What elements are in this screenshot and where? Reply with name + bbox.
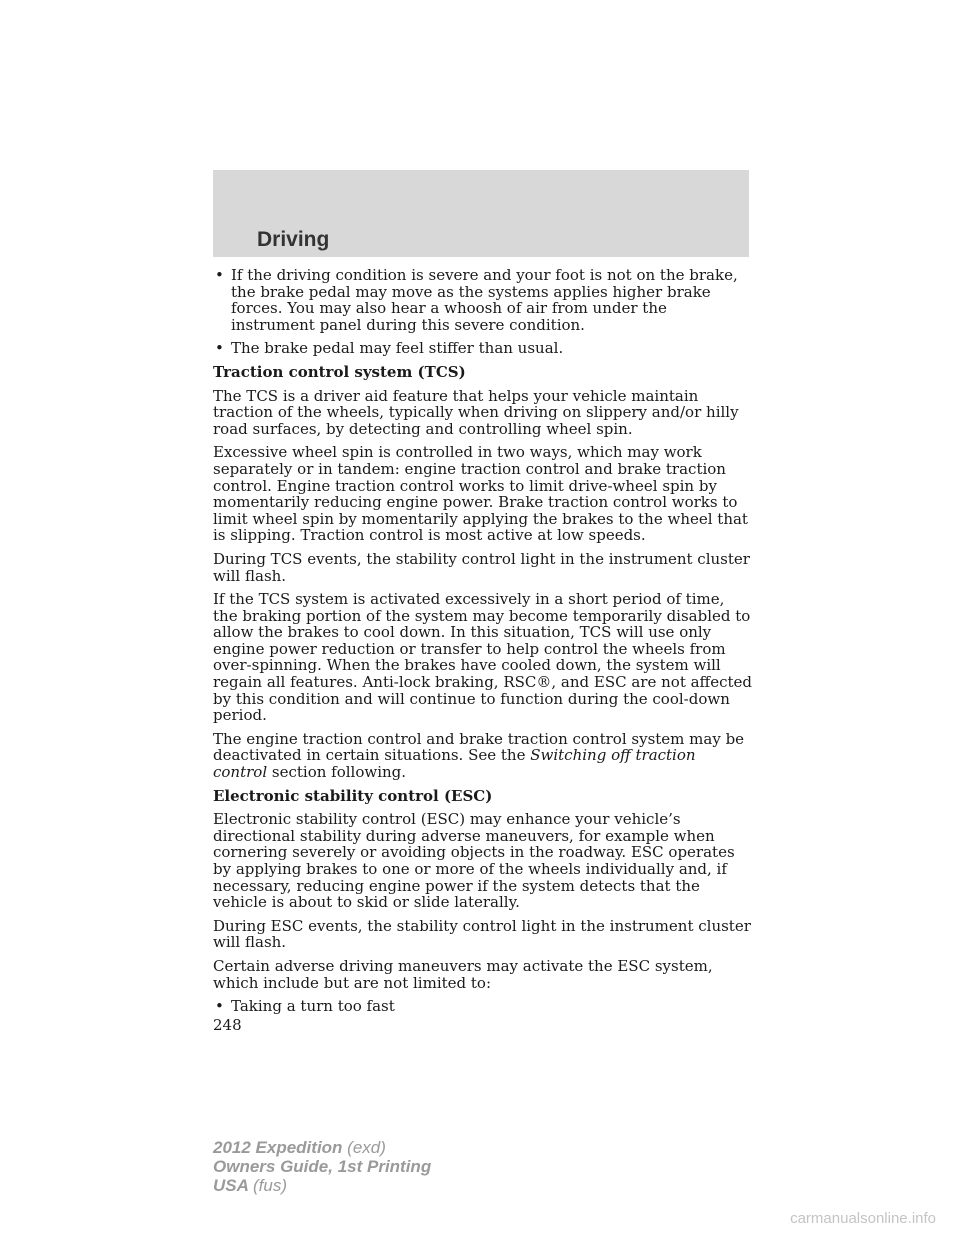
- footer-line: [213, 1138, 431, 1157]
- footer-line: Owners Guide, 1st Printing: [213, 1157, 432, 1176]
- bullet-item: [213, 340, 753, 357]
- section-header-band: [213, 170, 749, 257]
- paragraph: [213, 731, 753, 781]
- bullet-icon: •: [215, 339, 224, 358]
- paragraph: The TCS is a driver aid feature that helps your vehicle maintain traction of the wheels, typically when driving on slippery and/or hilly road surfaces, by detecting and controlling wheel spin.: [213, 386, 739, 438]
- paragraph: During TCS events, the stability control light in the instrument cluster will flash.: [213, 549, 750, 585]
- bullet-item: [213, 267, 753, 333]
- tcs-heading: Traction control system (TCS): [213, 362, 466, 381]
- bullet-text: If the driving condition is severe and your foot is not on the brake, the brake pedal may move as the systems applies higher brake forces. You may also hear a whoosh of air from under the instrument panel during this severe condition.: [231, 266, 738, 334]
- footer-market: USA: [213, 1176, 249, 1195]
- paragraph: During ESC events, the stability control light in the instrument cluster will flash.: [213, 916, 751, 952]
- watermark: carmanualsonline.info: [790, 1210, 936, 1227]
- footer-model-code: (exd): [347, 1138, 386, 1157]
- footer-model: 2012 Expedition: [213, 1138, 343, 1157]
- bullet-text: The brake pedal may feel stiffer than usual.: [231, 339, 564, 358]
- paragraph: Electronic stability control (ESC) may enhance your vehicle’s directional stability during adverse maneuvers, for example when cornering severely or avoiding objects in the roadway. ESC operates by applying brakes to one or more of the wheels individually and, if necessary, reducing engine power if the system detects that the vehicle is about to skid or slide laterally.: [213, 810, 735, 912]
- page-content: [213, 267, 753, 1033]
- bullet-icon: •: [215, 997, 224, 1016]
- document-footer: [213, 1138, 431, 1195]
- esc-heading: Electronic stability control (ESC): [213, 786, 493, 805]
- paragraph: Excessive wheel spin is controlled in two ways, which may work separately or in tandem: engine traction control and brake traction control. Engine traction control works to limit drive-wheel spin by momentarily reducing engine power. Brake traction control works to limit wheel spin by momentarily applying the brakes to the wheel that is slipping. Traction control is most active at low speeds.: [213, 443, 748, 545]
- paragraph: Certain adverse driving maneuvers may activate the ESC system, which include but are not limited to:: [213, 956, 713, 992]
- bullet-text: Taking a turn too fast: [231, 997, 395, 1016]
- paragraph-text: section following.: [271, 763, 407, 782]
- cross-reference: Switching off traction control: [213, 746, 696, 782]
- page-number: 248: [213, 1015, 242, 1034]
- section-title: Driving: [257, 228, 330, 251]
- footer-market-code: (fus): [253, 1176, 287, 1195]
- bullet-item: [213, 998, 753, 1015]
- footer-line: [213, 1176, 431, 1195]
- paragraph: If the TCS system is activated excessively in a short period of time, the braking portion of the system may become temporarily disabled to allow the brakes to cool down. In this situation, TCS will use only engine power reduction or transfer to help control the wheels from over-spinning. When the brakes have cooled down, the system will regain all features. Anti-lock braking, RSC®, and ESC are not affected by this condition and will continue to function during the cool-down period.: [213, 590, 752, 725]
- paragraph-text: The engine traction control and brake traction control system may be deactivated in certain situations. See the: [213, 729, 745, 765]
- bullet-icon: •: [215, 266, 224, 284]
